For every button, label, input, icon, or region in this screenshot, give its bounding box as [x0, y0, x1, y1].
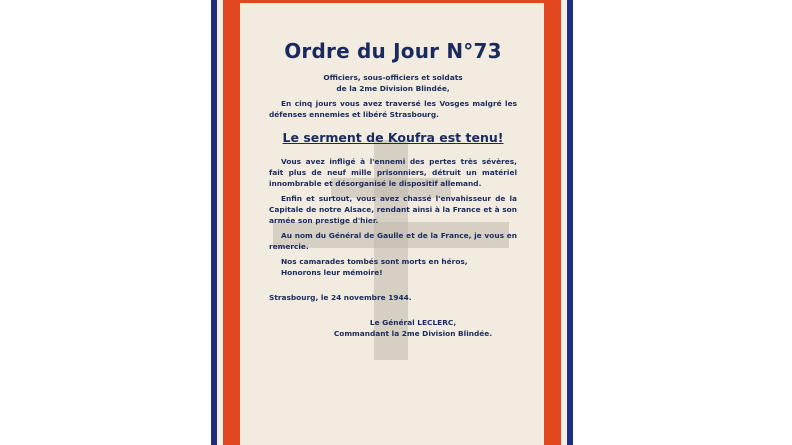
signature-name: Le Général LECLERC, [369, 318, 457, 327]
paragraph-vosges: En cinq jours vous avez traversé les Vosges malgré les défenses ennemies et libéré Strasbourg. [269, 99, 517, 119]
poster [211, 0, 573, 445]
paragraph-alsace: Enfin et surtout, vous avez chassé l'envahisseur de la Capitale de notre Alsace, rendant ainsi à la France et à son armée son prestige d'hier. [269, 194, 517, 225]
poster-title: Ordre du Jour N°73 [284, 39, 502, 63]
address-line-1: Officiers, sous-officiers et soldats [323, 73, 463, 82]
paragraph-thanks: Au nom du Général de Gaulle et de la France, je vous en remercie. [269, 231, 517, 251]
paragraph-losses: Vous avez infligé à l'ennemi des pertes très sévères, fait plus de neuf mille prisonniers, détruit un matériel innombrable et désorganisé le dispositif allemand. [269, 157, 517, 188]
poster-text [269, 38, 517, 339]
signature-title: Commandant la 2me Division Blindée. [333, 329, 493, 338]
tricolor-blue-stripe-right [567, 0, 573, 445]
tricolor-red-stripe-left [223, 0, 240, 445]
address-line [269, 72, 517, 94]
comrades-line: Nos camarades tombés sont morts en héros, [281, 257, 468, 266]
honor-line: Honorons leur mémoire! [281, 268, 383, 277]
address-line-2: de la 2me Division Blindée, [336, 84, 450, 93]
date-line: Strasbourg, le 24 novembre 1944. [269, 293, 412, 302]
tricolor-red-stripe-right [544, 0, 561, 445]
oath-heading: Le serment de Koufra est tenu! [282, 130, 504, 145]
signature [269, 317, 517, 339]
top-red-border [240, 0, 544, 3]
